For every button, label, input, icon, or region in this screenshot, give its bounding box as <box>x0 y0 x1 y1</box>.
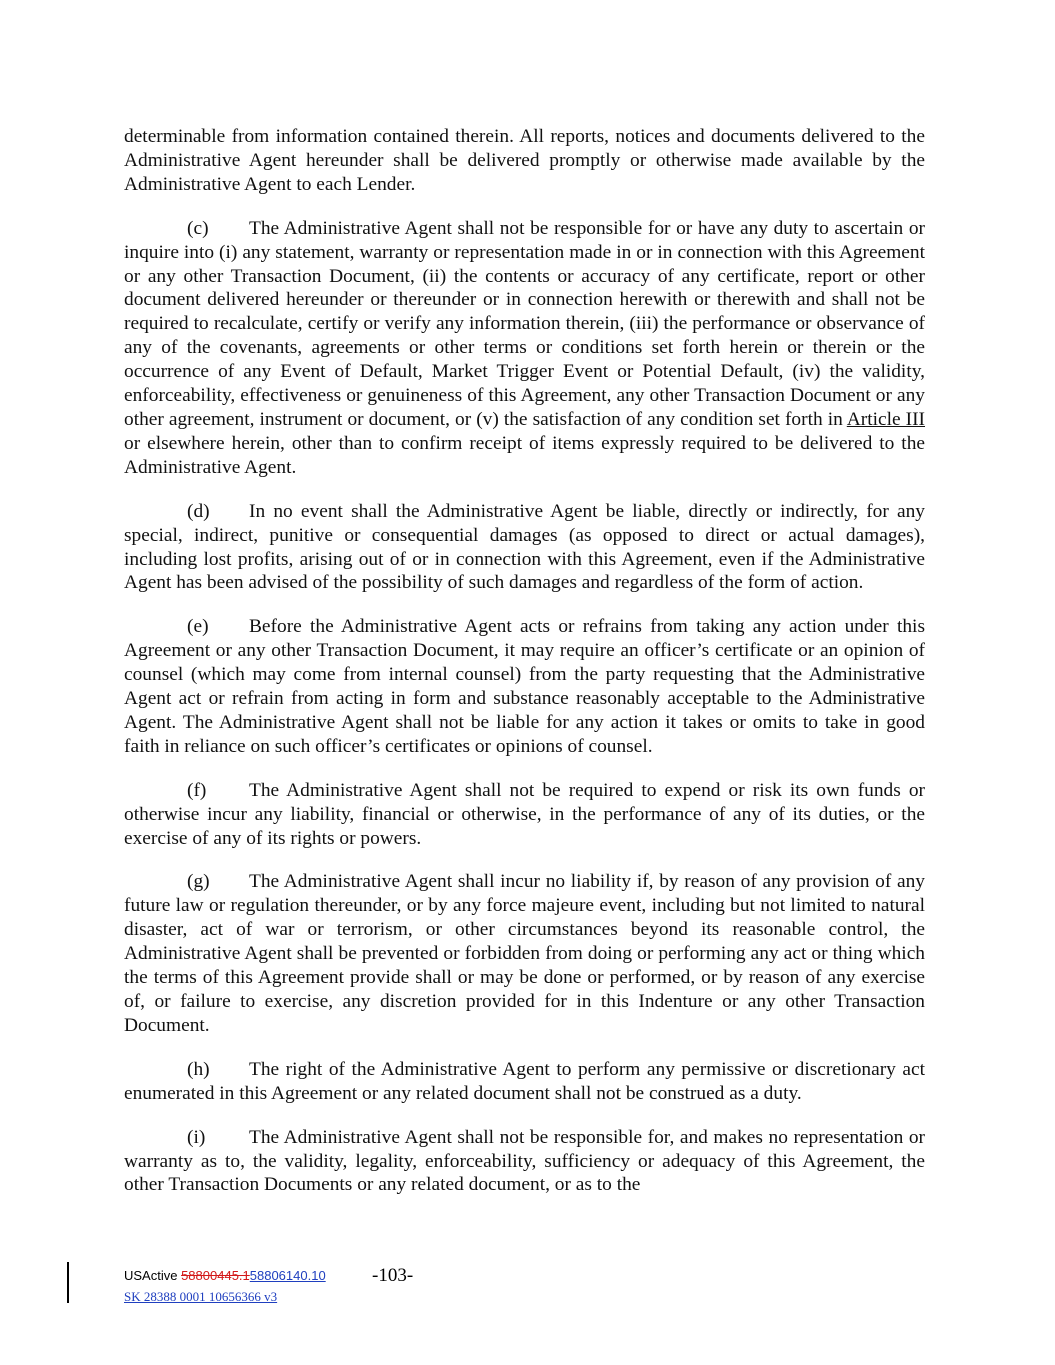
paragraph-c <box>124 217 925 480</box>
footer-second-line: SK 28388 0001 10656366 v3 <box>124 1289 278 1304</box>
paragraph-e <box>124 615 925 758</box>
document-body <box>124 125 925 1197</box>
paragraph-i <box>124 1126 925 1198</box>
paragraph-f <box>124 779 925 851</box>
paragraph-c-number: (c) <box>187 217 209 239</box>
article-iii-reference: Article III <box>846 408 926 430</box>
paragraph-d <box>124 500 925 596</box>
intro-text: determinable from information contained therein. All reports, notices and documents delivered to the Administrative Agent hereunder shall be delivered promptly or otherwise made available by the Administrative Agent to each Lender. <box>124 126 925 195</box>
footer-inserted-id: 58806140.10 <box>249 1268 326 1283</box>
paragraph-d-number: (d) <box>187 500 210 522</box>
paragraph-i-text: The Administrative Agent shall not be responsible for, and makes no representation or warranty as to, the validity, legality, enforceability, sufficiency or adequacy of this Agreement, the other Transaction Documents or any related document, or as to the <box>124 1126 925 1196</box>
paragraph-h <box>124 1058 925 1106</box>
paragraph-f-number: (f) <box>187 779 207 801</box>
paragraph-h-text: The right of the Administrative Agent to perform any permissive or discretionary act enumerated in this Agreement or any related document shall not be construed as a duty. <box>124 1058 925 1104</box>
footer-doc-prefix: USActive <box>124 1268 182 1283</box>
paragraph-e-text: Before the Administrative Agent acts or refrains from taking any action under this Agreement or any other Transaction Document, it may require an officer’s certificate or an opinion of counsel (which may come from internal counsel) from the party requesting that the Administrative Agent act or refrain from acting in form and substance reasonably acceptable to the Administrative Agent. The Administrative Agent shall not be liable for any action it takes or omits to take in good faith in reliance on such officer’s certificates or opinions of counsel. <box>124 616 925 757</box>
revision-change-bar <box>67 1262 69 1303</box>
paragraph-g <box>124 870 925 1037</box>
page-number: -103- <box>372 1265 414 1286</box>
paragraph-h-number: (h) <box>187 1058 210 1080</box>
paragraph-d-text: In no event shall the Administrative Agent be liable, directly or indirectly, for any special, indirect, punitive or consequential damages (as opposed to direct or actual damages), including lost profits, arising out of or in connection with this Agreement, even if the Administrative Agent has been advised of the possibility of such damages and regardless of the form of action. <box>124 500 925 594</box>
paragraph-g-number: (g) <box>187 871 210 893</box>
paragraph-c-text-before: The Administrative Agent shall not be responsible for or have any duty to ascertain or inquire into (i) any statement, warranty or representation made in or in connection with this Agreement or any other Transaction Document, (ii) the contents or accuracy of any certificate, report or other document delivered hereunder or thereunder or in connection herewith or therewith and shall not be required to recalculate, certify or verify any information therein, (iii) the performance or observance of any of the covenants, agreements or other terms or conditions set forth herein or therein or the occurrence of any Event of Default, Market Trigger Event or Potential Default, (iv) the validity, enforceability, effectiveness or genuineness of this Agreement, any other Transaction Document or any other agreement, instrument or document, or (v) the satisfaction of any condition set forth in <box>124 217 925 430</box>
intro-paragraph <box>124 125 925 197</box>
footer-deleted-id: 58800445.1 <box>181 1268 250 1283</box>
paragraph-f-text: The Administrative Agent shall not be required to expend or risk its own funds or otherwise incur any liability, financial or otherwise, in the performance of any of its duties, or the exercise of any of its rights or powers. <box>124 779 925 849</box>
footer-document-id <box>124 1268 326 1283</box>
paragraph-e-number: (e) <box>187 616 209 638</box>
paragraph-g-text: The Administrative Agent shall incur no liability if, by reason of any provision of any future law or regulation thereunder, or by any force majeure event, including but not limited to natural disaster, act of war or terrorism, or other circumstances beyond its reasonable control, the Administrative Agent shall be prevented or forbidden from doing or performing any act or thing which the terms of this Agreement provide shall or may be done or performed, or by reason of any exercise of, or failure to exercise, any discretion provided for in this Indenture or any other Transaction Document. <box>124 871 925 1036</box>
paragraph-c-text-after: or elsewhere herein, other than to confirm receipt of items expressly required to be delivered to the Administrative Agent. <box>124 432 925 478</box>
paragraph-i-number: (i) <box>187 1126 206 1148</box>
